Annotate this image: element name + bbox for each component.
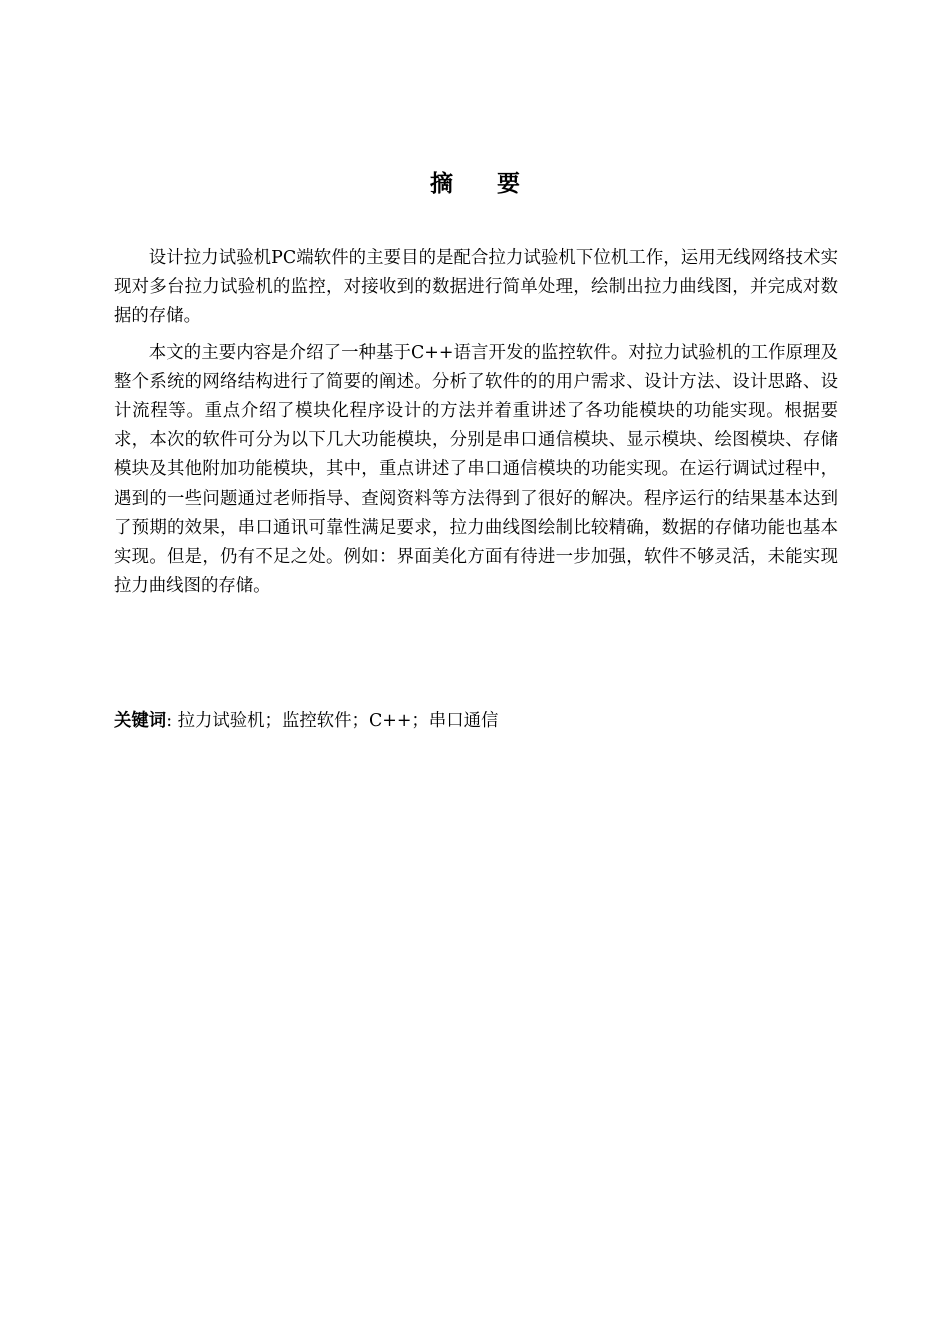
keyword-separator: ； <box>264 711 282 731</box>
keywords-line <box>114 706 838 736</box>
abstract-body <box>114 244 838 608</box>
abstract-paragraph-1: 设计拉力试验机PC端软件的主要目的是配合拉力试验机下位机工作，运用无线网络技术实现对多台拉力试验机的监控，对接收到的数据进行简单处理，绘制出拉力曲线图，并完成对数据的存储。 <box>114 248 838 327</box>
keyword-item: 监控软件 <box>281 711 352 731</box>
keyword-separator: ； <box>351 711 369 731</box>
keyword-item: 拉力试验机 <box>177 711 265 731</box>
abstract-title: 摘要 <box>430 171 564 197</box>
keywords-colon: : <box>166 711 173 731</box>
keyword-separator: ； <box>411 711 429 731</box>
abstract-paragraph-2: 本文的主要内容是介绍了一种基于C++语言开发的监控软件。对拉力试验机的工作原理及整个系统的网络结构进行了简要的阐述。分析了软件的的用户需求、设计方法、设计思路、设计流程等。重点介绍了模块化程序设计的方法并着重讲述了各功能模块的功能实现。根据要求，本次的软件可分为以下几大功能模块，分别是串口通信模块、显示模块、绘图模块、存储模块及其他附加功能模块，其中，重点讲述了串口通信模块的功能实现。在运行调试过程中，遇到的一些问题通过老师指导、查阅资料等方法得到了很好的解决。程序运行的结果基本达到了预期的效果，串口通讯可靠性满足要求，拉力曲线图绘制比较精确，数据的存储功能也基本实现。但是，仍有不足之处。例如：界面美化方面有待进一步加强，软件不够灵活，未能实现拉力曲线图的存储。 <box>114 342 838 597</box>
keywords-label: 关键词 <box>114 711 167 731</box>
keyword-item: 串口通信 <box>428 711 499 731</box>
keyword-item: C++ <box>368 711 412 731</box>
